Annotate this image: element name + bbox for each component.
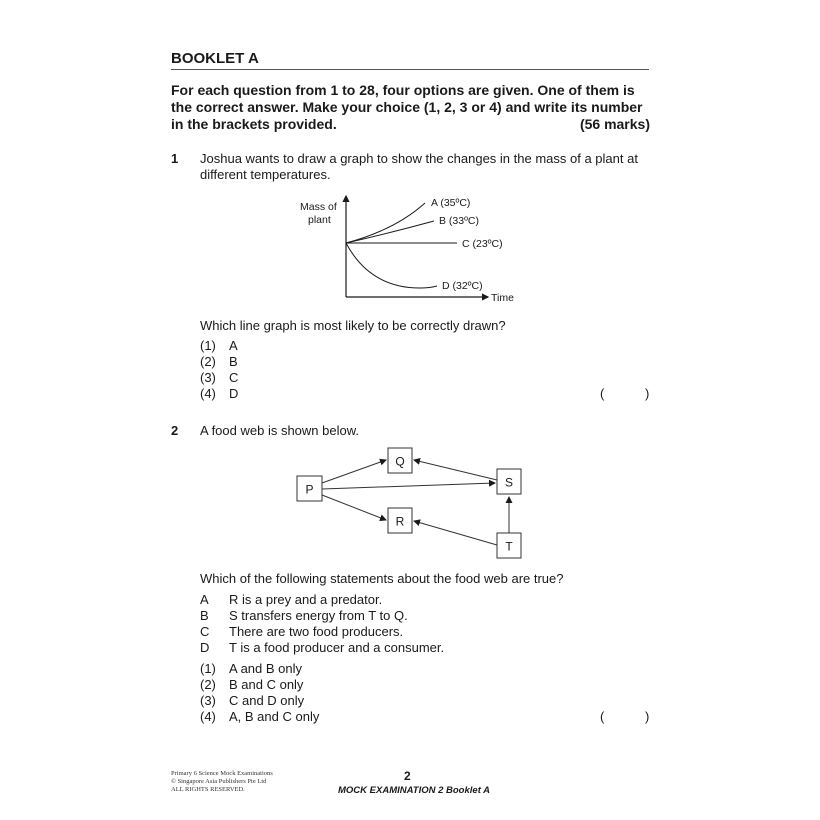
option <box>200 677 319 693</box>
statement-letter: C <box>200 624 210 639</box>
answer-bracket-close[interactable]: ) <box>645 386 650 401</box>
total-marks: (56 marks) <box>579 116 650 132</box>
statement <box>200 592 444 608</box>
question-2-number: 2 <box>171 423 179 438</box>
y-axis-label: plant <box>308 214 331 226</box>
option-text: D <box>229 386 239 401</box>
curve-d-label: D (32ºC) <box>442 280 483 292</box>
curve-a <box>346 203 425 243</box>
instruction-text: the correct answer. Make your choice (1, 2, 3 or 4) and write its number <box>171 99 643 115</box>
option-number: (2) <box>200 354 216 369</box>
footer-line: ALL RIGHTS RESERVED. <box>171 786 245 793</box>
instructions <box>171 82 650 133</box>
node-r-label: R <box>395 514 405 529</box>
option-number: (1) <box>200 661 216 676</box>
node-t-label: T <box>505 539 513 554</box>
statement-text: S transfers energy from T to Q. <box>229 608 408 623</box>
x-axis-label: Time <box>491 292 514 304</box>
statement-letter: B <box>200 608 209 623</box>
edge-p-r <box>322 495 386 520</box>
instruction-line <box>171 82 650 99</box>
question-1-prompt: Which line graph is most likely to be correctly drawn? <box>200 318 506 333</box>
statement <box>200 640 444 656</box>
statement-text: T is a food producer and a consumer. <box>229 640 445 655</box>
edge-p-s <box>322 483 495 489</box>
option <box>200 338 238 354</box>
option-number: (1) <box>200 338 216 353</box>
stem-line: Joshua wants to draw a graph to show the changes in the mass of a plant at <box>200 151 638 166</box>
node-r <box>388 508 412 533</box>
option <box>200 661 319 677</box>
footer-copyright <box>171 770 273 794</box>
node-s-label: S <box>504 475 514 490</box>
answer-bracket-open[interactable]: ( <box>600 386 605 401</box>
statement-text: R is a prey and a predator. <box>229 592 383 607</box>
y-axis-label: Mass of <box>300 201 337 213</box>
footer-line: © Singapore Asia Publishers Pte Ltd <box>171 778 267 785</box>
statement-text: There are two food producers. <box>229 624 404 639</box>
node-q-label: Q <box>395 454 405 469</box>
curve-a-label: A (35ºC) <box>431 197 471 209</box>
option <box>200 693 319 709</box>
question-2-options <box>200 661 319 725</box>
option-number: (2) <box>200 677 216 692</box>
question-1-options <box>200 338 238 402</box>
statement-letter: D <box>200 640 210 655</box>
option-text: A <box>229 338 238 353</box>
instruction-line <box>171 116 650 133</box>
option <box>200 386 238 402</box>
answer-bracket-open[interactable]: ( <box>600 709 605 724</box>
instruction-line <box>171 99 650 116</box>
curve-b-label: B (33ºC) <box>439 215 480 227</box>
question-2-statements <box>200 592 444 656</box>
curve-b <box>346 221 434 243</box>
option-number: (3) <box>200 693 216 708</box>
node-p-label: P <box>305 482 314 497</box>
question-1-stem <box>200 151 638 183</box>
option-text: A, B and C only <box>229 709 320 724</box>
statement <box>200 608 444 624</box>
option <box>200 709 319 725</box>
option-text: C <box>229 370 239 385</box>
footer-line: Primary 6 Science Mock Examinations <box>171 770 273 777</box>
statement <box>200 624 444 640</box>
edge-t-r <box>414 521 497 545</box>
option-text: B <box>229 354 238 369</box>
edge-s-q <box>414 460 497 480</box>
instruction-text: For each question from 1 to 28, four options are given. One of them is <box>171 82 635 98</box>
node-p <box>297 476 322 501</box>
option <box>200 354 238 370</box>
question-2-prompt: Which of the following statements about the food web are true? <box>200 571 564 586</box>
question-2-stem: A food web is shown below. <box>200 423 359 438</box>
option <box>200 370 238 386</box>
instruction-text: in the brackets provided. <box>171 116 337 132</box>
footer-exam-title: MOCK EXAMINATION 2 Booklet A <box>338 785 491 796</box>
option-number: (4) <box>200 386 216 401</box>
node-t <box>497 533 521 558</box>
question-1-number: 1 <box>171 151 179 166</box>
title-rule <box>171 69 649 70</box>
booklet-title: BOOKLET A <box>171 50 259 67</box>
node-q <box>388 448 412 473</box>
food-web-diagram <box>280 440 540 565</box>
option-number: (4) <box>200 709 216 724</box>
mass-time-graph <box>290 190 530 310</box>
option-text: C and D only <box>229 693 305 708</box>
option-number: (3) <box>200 370 216 385</box>
curve-c-label: C (23ºC) <box>462 238 503 250</box>
curve-d <box>346 243 437 288</box>
option-text: B and C only <box>229 677 304 692</box>
edge-p-q <box>322 460 386 483</box>
node-s <box>497 469 521 494</box>
option-text: A and B only <box>229 661 302 676</box>
answer-bracket-close[interactable]: ) <box>645 709 650 724</box>
page-number: 2 <box>404 769 411 783</box>
statement-letter: A <box>200 592 209 607</box>
stem-line: different temperatures. <box>200 167 331 182</box>
